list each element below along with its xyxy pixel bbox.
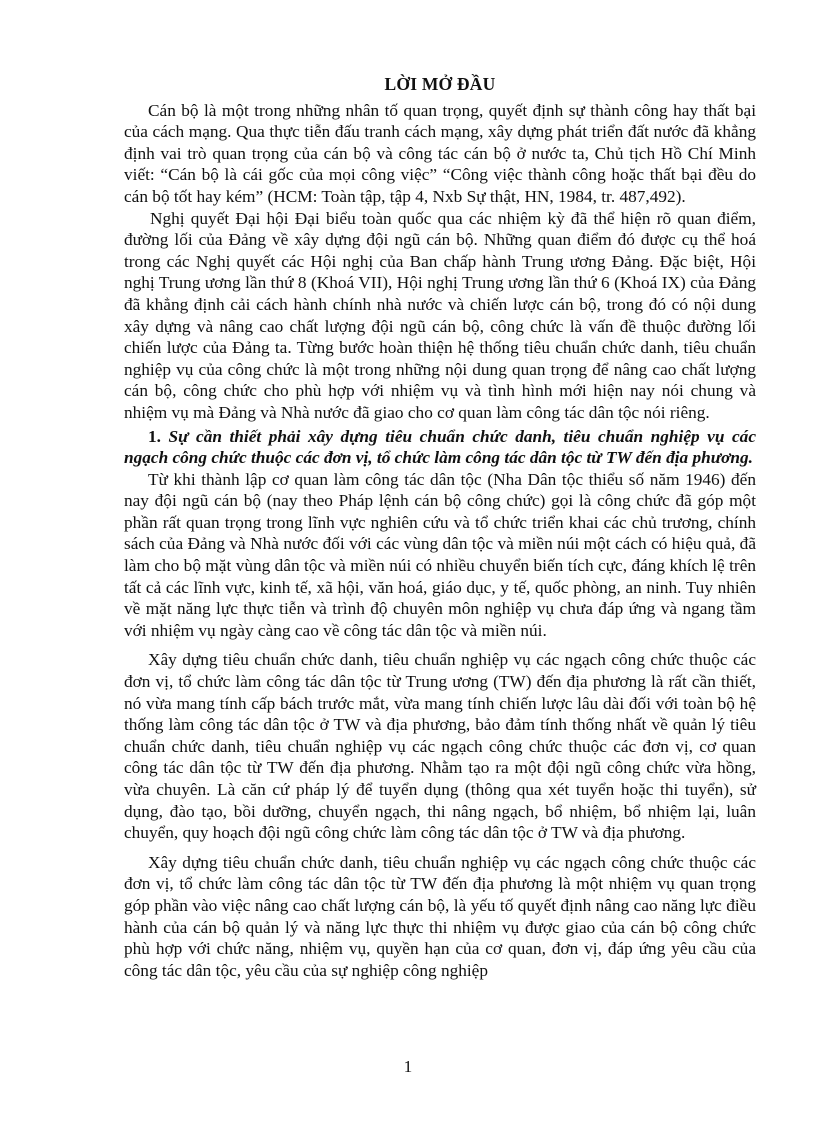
- page-number: 1: [403, 1057, 413, 1076]
- intro-paragraph-2: Nghị quyết Đại hội Đại biểu toàn quốc qua các nhiệm kỳ đã thể hiện rõ quan điểm, đường lối của Đảng về xây dựng đội ngũ cán bộ. Những quan điểm đó được cụ thể hoá trong các Nghị quyết các Hội nghị của Ban chấp hành Trung ương Đảng. Đặc biệt, Hội nghị Trung ương lần thứ 8 (Khoá VII), Hội nghị Trung ương lần thứ 6 (Khoá IX) của Đảng đã khẳng định cải cách hành chính nhà nước và chiến lược cán bộ, trong đó có nội dung xây dựng và nâng cao chất lượng đội ngũ cán bộ, công chức là vấn đề thuộc đường lối chiến lược của Đảng ta. Từng bước hoàn thiện hệ thống tiêu chuẩn chức danh, tiêu chuẩn nghiệp vụ của công chức là một trong những nội dung quan trọng để nâng cao chất lượng cán bộ, công chức cho phù hợp với nhiệm vụ và tình hình mới hiện nay nói chung và nhiệm vụ mà Đảng và Nhà nước đã giao cho cơ quan làm công tác dân tộc nói riêng.: [124, 208, 756, 422]
- section-1-heading-text: Sự cần thiết phải xây dựng tiêu chuẩn chức danh, tiêu chuẩn nghiệp vụ các ngạch công chức thuộc các đơn vị, tổ chức làm công tác dân tộc từ TW đến địa phương.: [124, 426, 756, 468]
- section-1-number: 1.: [148, 426, 161, 446]
- section-1-heading: [124, 426, 756, 469]
- section-1-paragraph-2: Xây dựng tiêu chuẩn chức danh, tiêu chuẩn nghiệp vụ các ngạch công chức thuộc các đơn vị, tổ chức làm công tác dân tộc từ Trung ương (TW) đến địa phương là rất cần thiết, nó vừa mang tính cấp bách trước mắt, vừa mang tính chiến lược lâu dài đối với toàn bộ hệ thống làm công tác dân tộc ở TW và địa phương, bảo đảm tính thống nhất về quản lý tiêu chuẩn chức danh, tiêu chuẩn nghiệp vụ các ngạch công chức thuộc các đơn vị, cơ quan công tác dân tộc từ TW đến địa phương. Nhằm tạo ra một đội ngũ công chức vừa hồng, vừa chuyên. Là căn cứ pháp lý để tuyển dụng (thông qua xét tuyển hoặc thi tuyển), sử dụng, đào tạo, bồi dưỡng, chuyển ngạch, thi nâng ngạch, bổ nhiệm, bổ nhiệm lại, luân chuyển, quy hoạch đội ngũ công chức làm công tác dân tộc ở TW và địa phương.: [124, 650, 756, 843]
- section-1-paragraph-1: Từ khi thành lập cơ quan làm công tác dân tộc (Nha Dân tộc thiểu số năm 1946) đến nay đội ngũ cán bộ (nay theo Pháp lệnh cán bộ công chức) gọi là công chức đã góp một phần rất quan trọng trong lĩnh vực nghiên cứu và tổ chức triển khai các chủ trương, chính sách của Đảng và Nhà nước đối với các vùng dân tộc và miền núi một cách có hiệu quả, đã làm cho bộ mặt vùng dân tộc và miền núi có nhiều chuyển biến tích cực, đáng khích lệ trên tất cả các lĩnh vực, kinh tế, xã hội, văn hoá, giáo dục, y tế, quốc phòng, an ninh. Tuy nhiên về mặt năng lực thực tiễn và trình độ chuyên môn nghiệp vụ chưa đáp ứng và ngang tầm với nhiệm vụ ngày càng cao về công tác dân tộc và miền núi.: [124, 469, 756, 640]
- section-1-paragraph-3: Xây dựng tiêu chuẩn chức danh, tiêu chuẩn nghiệp vụ các ngạch công chức thuộc các đơn vị, tổ chức làm công tác dân tộc từ TW đến địa phương là một nhiệm vụ quan trọng góp phần vào việc nâng cao chất lượng cán bộ, là yếu tố quyết định nâng cao năng lực điều hành của cán bộ quản lý và năng lực thực thi nhiệm vụ được giao của cán bộ công chức phù hợp với chức năng, nhiệm vụ, quyền hạn của cơ quan, đơn vị, đáp ứng yêu cầu của công tác dân tộc, yêu cầu của sự nghiệp công nghiệp: [124, 852, 756, 980]
- document-page: [124, 74, 756, 981]
- document-title: LỜI MỞ ĐẦU: [384, 74, 496, 94]
- intro-paragraph-1: Cán bộ là một trong những nhân tố quan trọng, quyết định sự thành công hay thất bại của cách mạng. Qua thực tiễn đấu tranh cách mạng, xây dựng phát triển đất nước đã khẳng định vai trò quan trọng của cán bộ và công tác cán bộ ở nước ta, Chủ tịch Hồ Chí Minh viết: “Cán bộ là cái gốc của mọi công việc” “Công việc thành công hoặc thất bại đều do cán bộ tốt hay kém” (HCM: Toàn tập, tập 4, Nxb Sự thật, HN, 1984, tr. 487,492).: [124, 100, 756, 206]
